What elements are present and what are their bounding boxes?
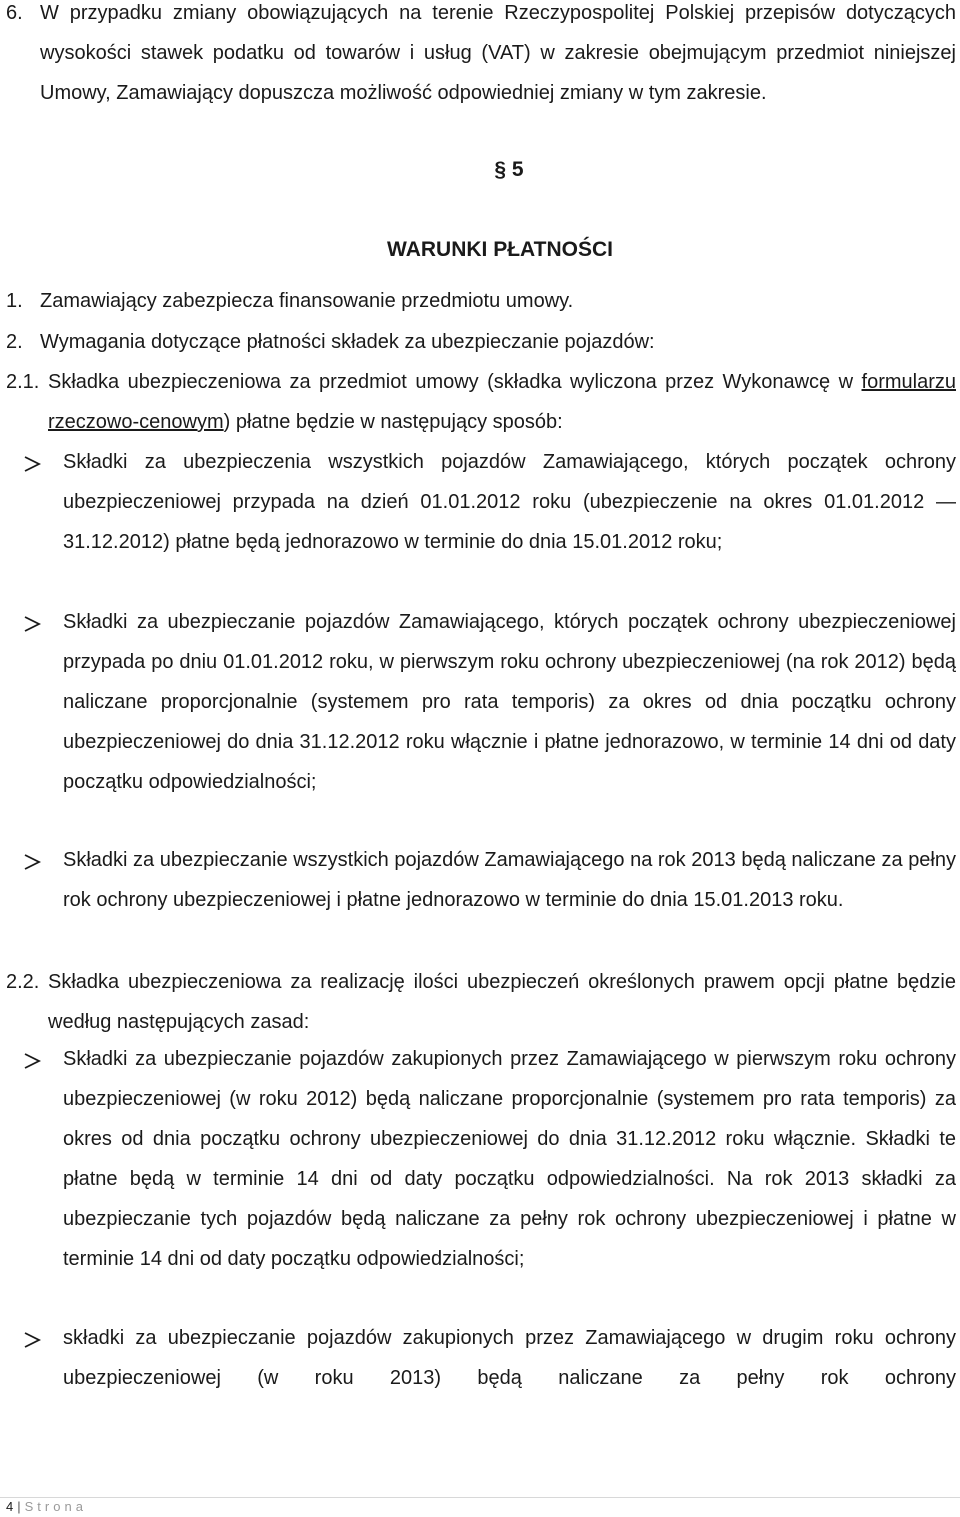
page-footer [6,1498,87,1516]
bullet-item: Składki za ubezpieczanie wszystkich pojazdów Zamawiającego na rok 2013 będą naliczane za pełny rok ochrony ubezpieczeniowej i płatne jednorazowo w terminie do dnia 15.01.2013 roku. [63,849,956,911]
vat-change-paragraph: W przypadku zmiany obowiązujących na terenie Rzeczypospolitej Polskiej przepisów dotyczących wysokości stawek podatku od towarów i usług (VAT) w zakresie obejmującym przedmiot niniejszej Umowy, Zamawiający dopuszcza możliwość odpowiedniej zmiany w tym zakresie. [40,2,956,104]
bullet-item: Składki za ubezpieczanie pojazdów Zamawiającego, których początek ochrony ubezpieczeniowej przypada po dniu 01.01.2012 roku, w pierwszym roku ochrony ubezpieczeniowej (na rok 2012) będą naliczane proporcjonalnie (systemem pro rata temporis) za okres od dnia początku ochrony ubezpieczeniowej do dnia 31.12.2012 roku włącznie i płatne jednorazowo, w terminie 14 dni od daty początku odpowiedzialności; [63,611,956,793]
arrow-bullet-icon [22,454,42,474]
arrow-bullet-icon [22,1330,42,1350]
page-number: 4 [6,1499,14,1514]
subitem-number: 2.1. [6,371,40,393]
page-label: Strona [24,1499,87,1514]
bullet-item: składki za ubezpieczanie pojazdów zakupionych przez Zamawiającego w drugim roku ochrony ubezpieczeniowej (w roku 2013) będą naliczane za pełny rok ochrony [63,1327,956,1389]
bullet-item: Składki za ubezpieczanie pojazdów zakupionych przez Zamawiającego w pierwszym roku ochrony ubezpieczeniowej (w roku 2012) będą naliczane proporcjonalnie (systemem pro rata temporis) za okres od dnia początku ochrony ubezpieczeniowej do dnia 31.12.2012 roku włącznie. Składki te płatne będą w terminie 14 dni od daty początku odpowiedzialności. Na rok 2013 składki za ubezpieczanie tych pojazdów będą naliczane za pełny rok ochrony ubezpieczeniowej i płatne w terminie 14 dni od daty początku odpowiedzialności; [63,1048,956,1270]
bullet-item: Składki za ubezpieczenia wszystkich pojazdów Zamawiającego, których początek ochrony ubezpieczeniowej przypada na dzień 01.01.2012 roku (ubezpieczenie na okres 01.01.2012 — 31.12.2012) płatne będą jednorazowo w terminie do dnia 15.01.2012 roku; [63,451,956,553]
item-text: Zamawiający zabezpiecza finansowanie przedmiotu umowy. [40,290,574,312]
footer-divider [0,1497,960,1498]
paragraph-number: 6. [6,2,23,24]
item-text: Wymagania dotyczące płatności składek za ubezpieczanie pojazdów: [40,331,655,353]
footer-separator: | [17,1499,21,1514]
item-number: 1. [6,290,23,312]
arrow-bullet-icon [22,852,42,872]
section-title: WARUNKI PŁATNOŚCI [387,238,613,261]
arrow-bullet-icon [22,614,42,634]
subitem-number: 2.2. [6,971,40,993]
subitem-2-1-text: Składka ubezpieczeniowa za przedmiot umowy (składka wyliczona przez Wykonawcę w formularzu rzeczowo-cenowym) płatne będzie w następujący sposób: [48,371,956,433]
form-reference: formularzu rzeczowo-cenowym [48,371,956,433]
arrow-bullet-icon [22,1051,42,1071]
subitem-2-2-text: Składka ubezpieczeniowa za realizację ilości ubezpieczeń określonych prawem opcji płatne będzie według następujących zasad: [48,971,956,1033]
section-sign: § 5 [494,158,524,181]
item-number: 2. [6,331,23,353]
